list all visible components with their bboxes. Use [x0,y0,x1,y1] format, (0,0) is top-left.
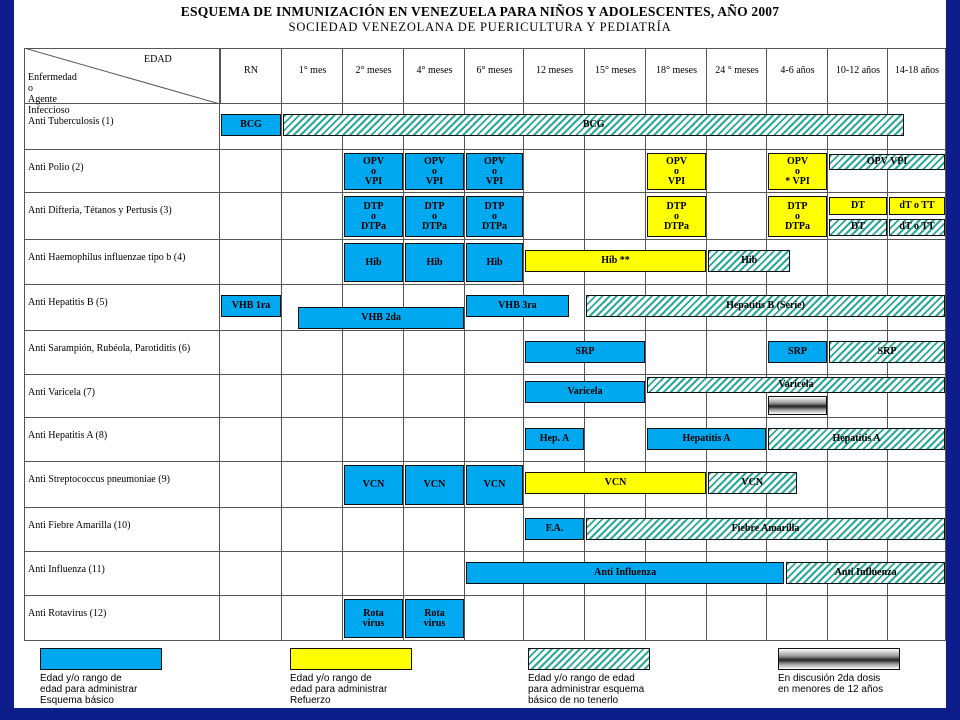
vaccine-bar [344,243,403,282]
legend-text: En discusión 2da dosis en menores de 12 años [778,673,884,695]
vaccine-label: DTP o DTPa [422,200,447,232]
vaccine-bar [405,465,464,505]
schedule-cell [343,331,404,375]
legend-text: Edad y/o rango de edad para administrar Esquema básico [40,673,138,706]
age-header-label: 1° mes [298,64,327,76]
vaccine-label: Hepatitis A [682,433,731,444]
schedule-cell [220,150,282,193]
schedule-cell [707,193,767,240]
corner-age-label: EDAD [144,54,172,65]
disease-label: Anti Fiebre Amarilla (10) [28,519,131,531]
vaccine-label: SRP [877,346,897,357]
vaccine-bar [889,197,945,215]
vaccine-bar [586,295,945,317]
vaccine-bar [708,250,790,272]
schedule-cell [220,193,282,240]
age-header-label: 15° meses [595,64,636,76]
disease-label: Anti Haemophilus influenzae tipo b (4) [28,251,186,263]
schedule-cell [707,596,767,641]
vaccine-label: Hib ** [601,255,630,266]
schedule-cell [888,240,946,285]
vaccine-bar [525,472,706,494]
vaccine-label: VHB 1ra [231,300,271,311]
schedule-cell [888,462,946,508]
age-header-label: 6° meses [476,64,513,76]
vaccine-label: Anti Influenza [594,567,657,578]
vaccine-bar [647,377,945,393]
vaccine-bar [525,428,584,450]
legend-swatch [778,648,900,670]
vaccine-bar [466,562,784,584]
vaccine-label: OPV o * VPI [785,155,810,187]
disease-label: Anti Difteria, Tétanos y Pertusis (3) [28,204,172,216]
vaccine-label: VCN [362,479,385,490]
vaccine-bar [344,196,403,237]
schedule-cell [585,150,646,193]
vaccine-bar [768,341,827,363]
vaccine-bar [768,153,827,190]
schedule-cell [282,150,343,193]
schedule-cell [282,331,343,375]
schedule-cell [282,596,343,641]
vaccine-label: Rota virus [362,607,385,629]
disease-label: Anti Hepatitis A (8) [28,429,108,441]
vaccine-label: DTP o DTPa [664,200,689,232]
schedule-cell [888,596,946,641]
disease-label: Anti Varicela (7) [28,386,96,398]
schedule-cell [828,596,888,641]
vaccine-bar [405,243,464,282]
schedule-cell [585,193,646,240]
vaccine-label: Varicela [567,386,603,397]
age-header-label: 14-18 años [894,64,940,76]
vaccine-bar [283,114,904,136]
vaccine-label: OPV o VPI [423,155,446,187]
vaccine-bar [344,465,403,505]
age-header-label: 24 ° meses [715,64,759,76]
disease-label: Anti Influenza (11) [28,563,105,575]
schedule-cell [343,552,404,596]
vaccine-bar [708,472,797,494]
vaccine-label: SRP [575,346,595,357]
vaccine-label: VCN [741,477,764,488]
vaccine-bar [829,154,945,170]
vaccine-label: Hep. A [539,433,570,444]
schedule-cell [404,552,465,596]
vaccine-label: DT [851,221,865,233]
vaccine-label: Hib [741,255,758,266]
vaccine-bar [525,341,645,363]
vaccine-bar [405,196,464,237]
age-header-label: RN [244,64,258,76]
vaccine-label: dT o TT [899,221,935,233]
vaccine-label: Hib [365,256,382,268]
vaccine-bar [647,196,706,237]
schedule-cell [220,596,282,641]
schedule-cell [524,150,585,193]
schedule-cell [343,508,404,552]
vaccine-label: Anti Influenza [834,567,897,578]
vaccine-bar [889,219,945,237]
corner-disease-label: Enfermedad o Agente Infeccioso [28,72,77,116]
vaccine-label: Hepatitis B (Serie) [726,300,805,311]
vaccine-bar [586,518,945,540]
right-frame [946,0,960,720]
vaccine-bar [768,428,945,450]
vaccine-bar [829,219,887,237]
vaccine-bar [344,153,403,190]
vaccine-bar [466,153,523,190]
schedule-cell [220,240,282,285]
vaccine-bar [405,599,464,638]
vaccine-bar [525,518,584,540]
schedule-cell [707,150,767,193]
left-frame [0,0,14,720]
vaccine-label: OPV o VPI [665,155,688,187]
schedule-cell [282,552,343,596]
schedule-cell [828,240,888,285]
age-header-label: 12 meses [536,64,573,76]
vaccine-label: VHB 2da [361,312,401,323]
disease-label: Anti Streptococcus pneumoniae (9) [28,473,170,485]
disease-label: Anti Sarampión, Rubéola, Parotiditis (6) [28,342,191,354]
vaccine-label: VHB 3ra [498,300,537,311]
schedule-cell [282,375,343,418]
vaccine-bar [647,153,706,190]
vaccine-label: VCN [604,477,627,488]
schedule-cell [646,596,707,641]
vaccine-label: F.A. [545,523,564,534]
vaccine-bar [768,196,827,237]
vaccine-label: VCN [483,479,506,490]
legend-swatch [528,648,650,670]
page-title: ESQUEMA DE INMUNIZACIÓN EN VENEZUELA PARA NIÑOS Y ADOLESCENTES, AÑO 2007 [180,4,780,19]
legend-text: Edad y/o rango de edad para administrar Refuerzo [290,673,388,706]
vaccine-label: SRP [788,346,807,357]
vaccine-label: Hib [486,256,503,268]
age-header-label: 10-12 años [835,64,881,76]
vaccine-bar [525,381,645,403]
schedule-cell [646,331,707,375]
vaccine-bar [829,197,887,215]
schedule-cell [282,508,343,552]
vaccine-label: OPV o VPI [362,155,385,187]
schedule-cell [404,375,465,418]
disease-label: Anti Polio (2) [28,161,84,173]
vaccine-label: dT o TT [899,199,935,211]
schedule-cell [707,331,767,375]
vaccine-label: VCN [423,479,446,490]
schedule-cell [404,508,465,552]
age-header-label: 4° meses [416,64,453,76]
vaccine-label: OPV o VPI [483,155,506,187]
vaccine-bar [525,250,706,272]
schedule-cell [404,418,465,462]
age-header-label: 18° meses [656,64,697,76]
legend-text: Edad y/o rango de edad para administrar esquema básico de no tenerlo [528,673,645,706]
schedule-cell [343,418,404,462]
schedule-cell [524,193,585,240]
schedule-cell [220,552,282,596]
vaccine-bar [829,341,945,363]
schedule-cell [465,596,524,641]
schedule-cell [220,375,282,418]
bottom-frame [0,708,960,720]
schedule-cell [282,240,343,285]
schedule-cell [465,508,524,552]
vaccine-bar [466,465,523,505]
legend-swatch [290,648,412,670]
schedule-cell [828,462,888,508]
schedule-cell [767,596,828,641]
vaccine-label: Rota virus [423,607,446,629]
vaccine-bar [466,243,523,282]
vaccine-label: Hib [426,256,443,268]
vaccine-bar [466,196,523,237]
vaccine-label: Hepatitis A [832,433,881,444]
vaccine-bar [466,295,569,317]
schedule-cell [585,418,646,462]
schedule-cell [585,596,646,641]
schedule-cell [220,331,282,375]
vaccine-label: BCG [240,119,262,130]
vaccine-bar [647,428,766,450]
schedule-cell [404,331,465,375]
disease-label: Anti Rotavirus (12) [28,607,107,619]
vaccine-bar [344,599,403,638]
vaccine-label: Fiebre Amarilla [731,523,800,534]
vaccine-label: Varicela [778,379,814,390]
schedule-cell [282,418,343,462]
schedule-cell [465,375,524,418]
vaccine-label: BCG [582,119,605,130]
schedule-cell [343,375,404,418]
vaccine-label: OPV VPI [866,155,908,167]
vaccine-label: DT [851,199,865,211]
vaccine-bar [786,562,945,584]
page-subtitle: SOCIEDAD VENEZOLANA DE PUERICULTURA Y PEDIATRÍA [288,20,672,34]
vaccine-bar [768,396,827,415]
schedule-cell [524,596,585,641]
age-header-label: 4-6 años [780,64,815,76]
vaccine-bar [221,114,281,136]
disease-label: Anti Hepatitis B (5) [28,296,108,308]
schedule-cell [465,418,524,462]
schedule-cell [220,462,282,508]
vaccine-label: DTP o DTPa [482,200,507,232]
vaccine-bar [298,307,464,329]
legend-swatch [40,648,162,670]
schedule-cell [282,193,343,240]
vaccine-label: DTP o DTPa [361,200,386,232]
vaccine-bar [221,295,281,317]
schedule-cell [465,331,524,375]
vaccine-bar [405,153,464,190]
schedule-cell [282,462,343,508]
disease-label: Anti Tuberculosis (1) [28,115,114,127]
schedule-cell [220,418,282,462]
vaccine-label: DTP o DTPa [785,200,810,232]
schedule-cell [220,508,282,552]
age-header-label: 2° meses [355,64,392,76]
